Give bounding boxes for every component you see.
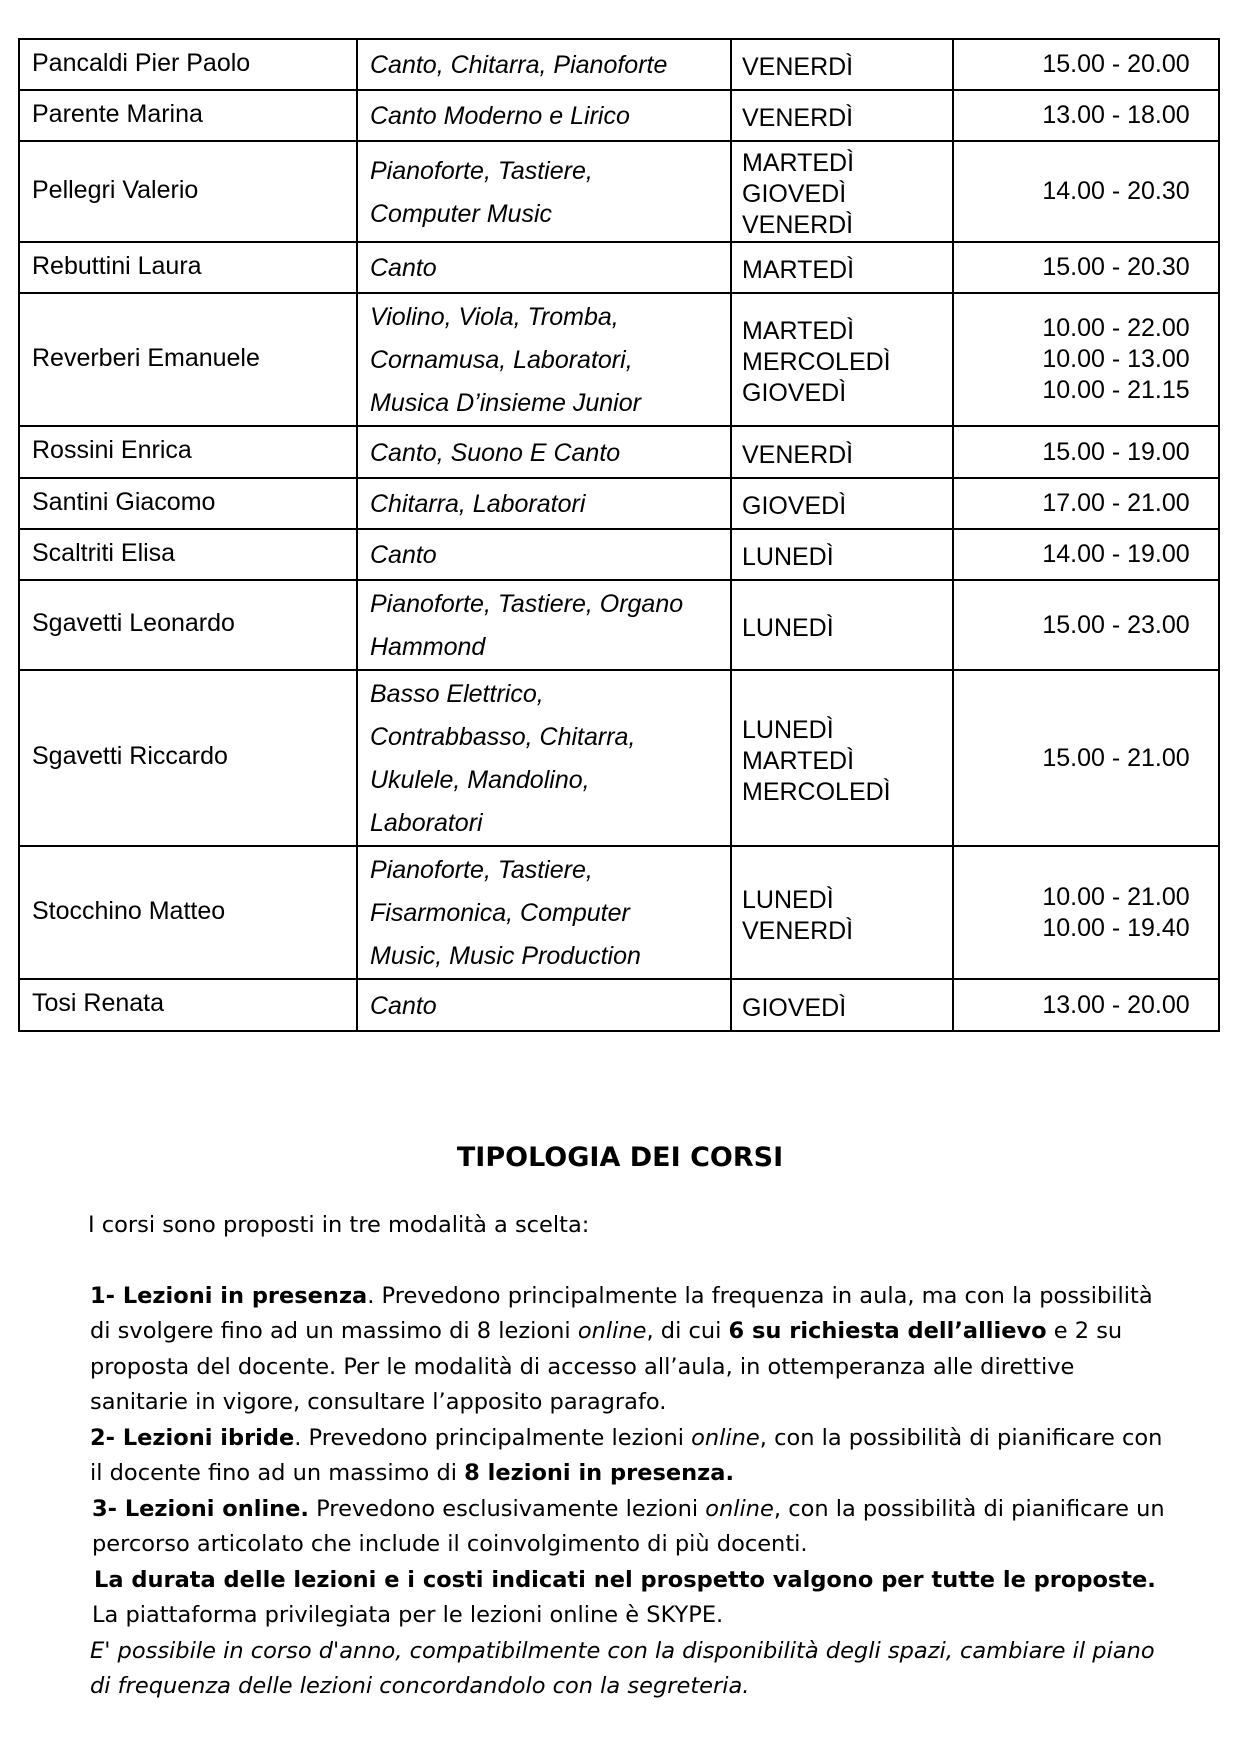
table-row bbox=[19, 580, 1219, 670]
label-hybrid: 2- Lezioni ibride bbox=[90, 1424, 295, 1451]
table-row bbox=[19, 39, 1219, 90]
instruments-cell-line: Contrabbasso, Chitarra, bbox=[370, 723, 636, 751]
teacher-name: Sgavetti Leonardo bbox=[19, 580, 357, 670]
days-cell-line: MARTEDÌ bbox=[742, 256, 855, 284]
days-cell-line: MERCOLEDÌ bbox=[742, 777, 891, 806]
instruments-cell bbox=[357, 426, 731, 478]
times-cell-line: 15.00 - 20.30 bbox=[1042, 253, 1190, 281]
teacher-name: Reverberi Emanuele bbox=[19, 293, 357, 426]
p2-text-1: . Prevedono principalmente lezioni bbox=[294, 1424, 692, 1451]
teacher-schedule-table bbox=[18, 38, 1220, 1032]
days-cell-line: LUNEDÌ bbox=[742, 613, 834, 642]
instruments-cell-line: Computer Music bbox=[370, 199, 552, 228]
times-cell-line: 14.00 - 19.00 bbox=[1042, 540, 1190, 568]
p1-bold: 6 su richiesta dell’allievo bbox=[728, 1318, 1047, 1344]
table-row bbox=[19, 979, 1219, 1031]
times-cell-line: 15.00 - 23.00 bbox=[1042, 610, 1190, 639]
teacher-name: Sgavetti Riccardo bbox=[19, 670, 357, 846]
days-cell-line: VENERDÌ bbox=[742, 53, 854, 81]
instruments-cell-line: Pianoforte, Tastiere, bbox=[370, 856, 593, 884]
times-cell-line: 14.00 - 20.30 bbox=[1042, 177, 1190, 205]
instruments-cell-line: Musica D’insieme Junior bbox=[370, 389, 641, 417]
days-cell bbox=[731, 242, 953, 293]
instruments-cell-line: Music, Music Production bbox=[370, 942, 641, 970]
times-cell-line: 10.00 - 22.00 bbox=[1042, 314, 1190, 342]
days-cell bbox=[731, 426, 953, 478]
days-cell bbox=[731, 90, 953, 141]
instruments-cell-line: Canto, Suono E Canto bbox=[370, 438, 621, 467]
days-cell-line: MARTEDÌ bbox=[742, 746, 855, 775]
times-cell-line: 15.00 - 20.00 bbox=[1042, 50, 1190, 78]
teacher-name: Tosi Renata bbox=[19, 979, 357, 1031]
note-bold bbox=[88, 1563, 1168, 1599]
table-row bbox=[19, 670, 1219, 846]
instruments-cell-line: Violino, Viola, Tromba, bbox=[370, 303, 619, 331]
intro-text: I corsi sono proposti in tre modalità a scelta: bbox=[88, 1212, 590, 1238]
table-row bbox=[19, 293, 1219, 426]
times-cell bbox=[953, 670, 1219, 846]
table-row bbox=[19, 90, 1219, 141]
days-cell bbox=[731, 580, 953, 670]
teacher-name: Parente Marina bbox=[19, 90, 357, 141]
days-cell-line: GIOVEDÌ bbox=[742, 180, 847, 208]
times-cell-line: 17.00 - 21.00 bbox=[1042, 489, 1190, 517]
days-cell bbox=[731, 670, 953, 846]
times-cell bbox=[953, 90, 1219, 141]
instruments-cell bbox=[357, 242, 731, 293]
section-body bbox=[88, 1208, 1168, 1705]
instruments-cell bbox=[357, 478, 731, 529]
p2-bold: 8 lezioni in presenza. bbox=[464, 1460, 734, 1486]
days-cell-line: GIOVEDÌ bbox=[742, 993, 847, 1022]
instruments-cell bbox=[357, 141, 731, 242]
instruments-cell bbox=[357, 670, 731, 846]
instruments-cell bbox=[357, 580, 731, 670]
instruments-cell-line: Ukulele, Mandolino, bbox=[370, 766, 590, 794]
times-cell-line: 10.00 - 19.40 bbox=[1042, 913, 1190, 942]
instruments-cell-line: Canto bbox=[370, 254, 437, 282]
times-cell-line: 13.00 - 20.00 bbox=[1042, 990, 1190, 1019]
instruments-cell-line: Pianoforte, Tastiere, Organo bbox=[370, 590, 684, 618]
instruments-cell bbox=[357, 846, 731, 979]
paragraph-presence bbox=[88, 1279, 1168, 1421]
p3-text-1: Prevedono esclusivamente lezioni bbox=[308, 1495, 706, 1522]
paragraph-hybrid bbox=[88, 1421, 1168, 1492]
teacher-name: Pellegri Valerio bbox=[19, 141, 357, 242]
instruments-cell-line: Canto, Chitarra, Pianoforte bbox=[370, 51, 668, 79]
times-cell bbox=[953, 242, 1219, 293]
instruments-cell-line: Canto bbox=[370, 991, 437, 1020]
p1-text-3: e 2 su proposta del docente. Per le modalità di accesso all’aula, in ottemperanza alle direttive sanitarie in vigore, consultare l’apposito paragrafo. bbox=[90, 1318, 1123, 1415]
days-cell-line: LUNEDÌ bbox=[742, 543, 834, 571]
times-cell bbox=[953, 580, 1219, 670]
p1-text-2: , di cui bbox=[646, 1318, 729, 1344]
instruments-cell-line: Cornamusa, Laboratori, bbox=[370, 346, 633, 374]
times-cell-line: 13.00 - 18.00 bbox=[1042, 101, 1190, 129]
days-cell bbox=[731, 478, 953, 529]
teacher-name: Rebuttini Laura bbox=[19, 242, 357, 293]
days-cell bbox=[731, 39, 953, 90]
times-cell bbox=[953, 39, 1219, 90]
days-cell bbox=[731, 293, 953, 426]
times-cell-line: 10.00 - 21.00 bbox=[1042, 882, 1190, 911]
instruments-cell-line: Chitarra, Laboratori bbox=[370, 490, 586, 518]
instruments-cell-line: Canto bbox=[370, 541, 437, 569]
p3-text-2: , con la possibilità di pianificare un percorso articolato che include il coinvolgimento di più docenti. bbox=[92, 1495, 1165, 1557]
days-cell-line: MERCOLEDÌ bbox=[742, 348, 891, 376]
days-cell-line: LUNEDÌ bbox=[742, 885, 834, 914]
instruments-cell-line: Laboratori bbox=[370, 809, 483, 837]
instruments-cell-line: Pianoforte, Tastiere, bbox=[370, 156, 593, 185]
label-online: 3- Lezioni online. bbox=[92, 1495, 309, 1522]
times-cell bbox=[953, 846, 1219, 979]
times-cell-line: 15.00 - 21.00 bbox=[1042, 743, 1190, 772]
days-cell-line: VENERDÌ bbox=[742, 104, 854, 132]
instruments-cell bbox=[357, 529, 731, 580]
days-cell bbox=[731, 846, 953, 979]
times-cell bbox=[953, 141, 1219, 242]
times-cell bbox=[953, 293, 1219, 426]
teacher-name: Stocchino Matteo bbox=[19, 846, 357, 979]
italic-note-text: E' possibile in corso d'anno, compatibilmente con la disponibilità degli spazi, cambiare il piano di frequenza delle lezioni concordandolo con la segreteria. bbox=[90, 1637, 1155, 1699]
schedule-body bbox=[19, 39, 1219, 1031]
teacher-name: Pancaldi Pier Paolo bbox=[19, 39, 357, 90]
p3-online: online bbox=[705, 1495, 774, 1522]
days-cell bbox=[731, 529, 953, 580]
times-cell bbox=[953, 979, 1219, 1031]
instruments-cell bbox=[357, 979, 731, 1031]
p2-online: online bbox=[691, 1424, 760, 1451]
teacher-name: Santini Giacomo bbox=[19, 478, 357, 529]
instruments-cell-line: Basso Elettrico, bbox=[370, 680, 544, 708]
times-cell bbox=[953, 529, 1219, 580]
days-cell-line: VENERDÌ bbox=[742, 916, 854, 945]
note-bold-text: La durata delle lezioni e i costi indicati nel prospetto valgono per tutte le proposte. bbox=[94, 1566, 1156, 1593]
instruments-cell bbox=[357, 90, 731, 141]
instruments-cell-line: Hammond bbox=[370, 633, 486, 661]
teacher-name: Scaltriti Elisa bbox=[19, 529, 357, 580]
italic-note bbox=[88, 1634, 1168, 1705]
p2-text-2: , con la possibilità di pianificare con il docente fino ad un massimo di bbox=[90, 1424, 1163, 1486]
days-cell-line: VENERDÌ bbox=[742, 440, 854, 469]
platform-text: La piattaforma privilegiata per le lezioni online è SKYPE. bbox=[92, 1602, 724, 1628]
days-cell-line: GIOVEDÌ bbox=[742, 379, 847, 407]
days-cell-line: GIOVEDÌ bbox=[742, 492, 847, 520]
days-cell-line: MARTEDÌ bbox=[742, 317, 855, 345]
times-cell bbox=[953, 426, 1219, 478]
p1-text-1: . Prevedono principalmente la frequenza in aula, ma con la possibilità di svolgere fino ad un massimo di 8 lezioni bbox=[90, 1282, 1153, 1344]
p1-online: online bbox=[577, 1318, 647, 1344]
paragraph-online bbox=[88, 1492, 1168, 1563]
times-cell bbox=[953, 478, 1219, 529]
days-cell-line: VENERDÌ bbox=[742, 211, 854, 239]
times-cell-line: 10.00 - 13.00 bbox=[1042, 345, 1190, 373]
table-row bbox=[19, 426, 1219, 478]
instruments-cell-line: Canto Moderno e Lirico bbox=[370, 102, 630, 130]
label-presence: 1- Lezioni in presenza bbox=[90, 1282, 368, 1309]
table-row bbox=[19, 141, 1219, 242]
table-row bbox=[19, 529, 1219, 580]
section-title: TIPOLOGIA DEI CORSI bbox=[456, 1142, 784, 1173]
instruments-cell-line: Fisarmonica, Computer bbox=[370, 899, 630, 927]
instruments-cell bbox=[357, 39, 731, 90]
days-cell-line: MARTEDÌ bbox=[742, 149, 855, 177]
times-cell-line: 15.00 - 19.00 bbox=[1042, 437, 1190, 466]
table-row bbox=[19, 478, 1219, 529]
times-cell-line: 10.00 - 21.15 bbox=[1042, 376, 1190, 404]
days-cell-line: LUNEDÌ bbox=[742, 715, 834, 744]
teacher-name: Rossini Enrica bbox=[19, 426, 357, 478]
table-row bbox=[19, 242, 1219, 293]
instruments-cell bbox=[357, 293, 731, 426]
table-row bbox=[19, 846, 1219, 979]
days-cell bbox=[731, 979, 953, 1031]
days-cell bbox=[731, 141, 953, 242]
